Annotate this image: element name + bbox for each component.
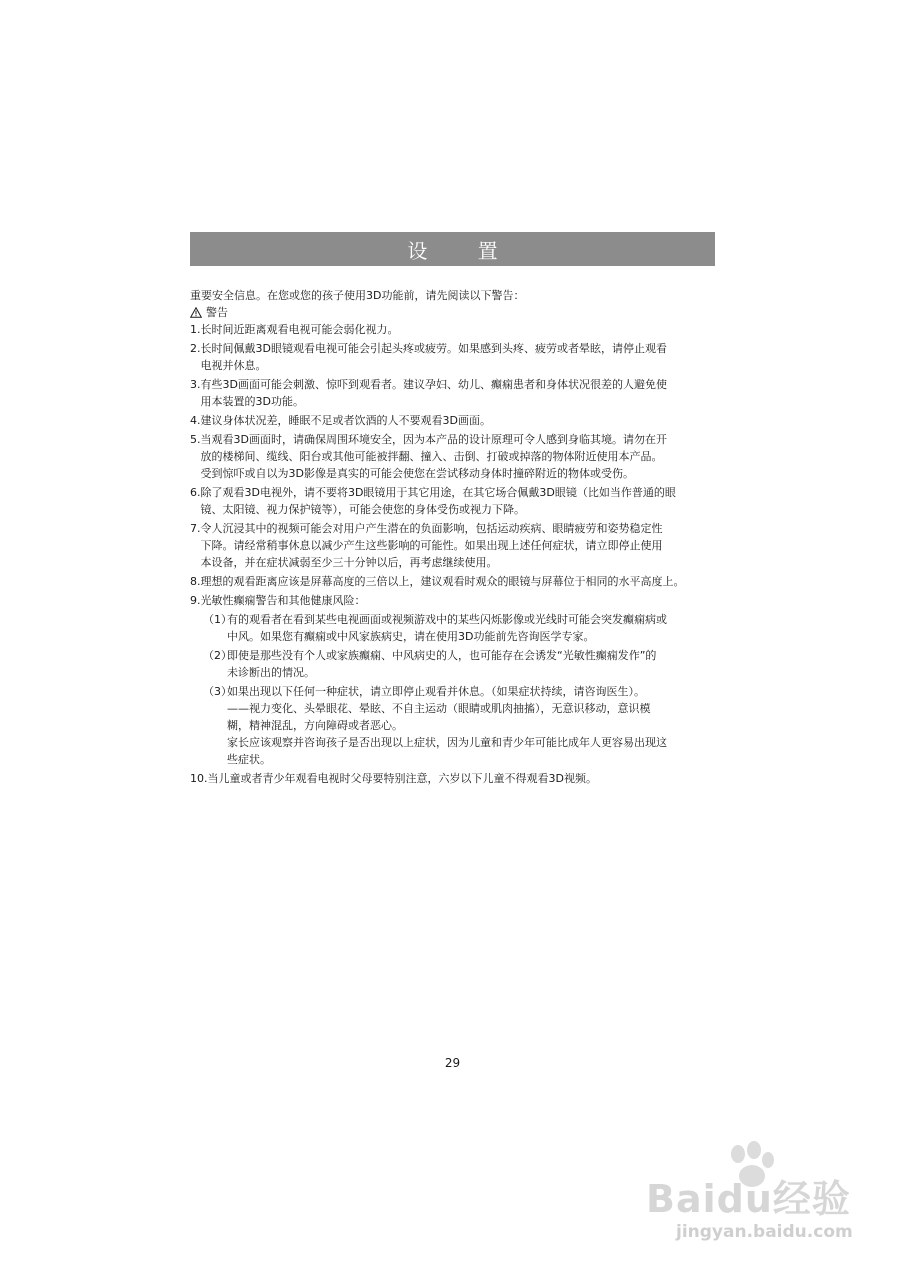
list-item [190, 573, 720, 590]
item-text [201, 484, 721, 518]
list-item [190, 592, 720, 609]
item-line: ——视力变化、头晕眼花、晕眩、不自主运动（眼睛或肌肉抽搐），无意识移动，意识模 [227, 702, 651, 715]
item-line: 受到惊吓或自以为3D影像是真实的可能会使您在尝试移动身体时撞碎附近的物体或受伤。 [200, 467, 634, 480]
watermark-url: jingyan.baidu.com [676, 1222, 853, 1242]
item-line: 下降。请经常稍事休息以减少产生这些影响的可能性。如果出现上述任何症状，请立即停止使用 [200, 539, 663, 552]
item-line: 长时间佩戴3D眼镜观看电视可能会引起头疼或疲劳。如果感到头疼、疲劳或者晕眩，请停止观看 [200, 342, 667, 355]
warning-list-item-10 [190, 770, 720, 787]
sub-list-item [203, 611, 720, 645]
item-number: 6. [190, 486, 201, 499]
list-item [190, 770, 720, 787]
item-text [227, 647, 720, 681]
item-text [201, 412, 721, 429]
item-line: 当观看3D画面时，请确保周围环境安全，因为本产品的设计原理可令人感到身临其境。请勿在开 [200, 433, 667, 446]
sub-list-item [203, 647, 720, 681]
item-line: 有些3D画面可能会刺激、惊吓到观看者。建议孕妇、幼儿、癫痫患者和身体状况很差的人避免使 [200, 378, 667, 391]
item-line: 家长应该观察并咨询孩子是否出现以上症状，因为儿童和青少年可能比成年人更容易出现这 [227, 736, 667, 749]
item-line: 即使是那些没有个人或家族癫痫、中风病史的人，也可能存在会诱发“光敏性癫痫发作”的 [227, 649, 657, 662]
item-number: 1. [190, 323, 201, 336]
item-line: 长时间近距离观看电视可能会弱化视力。 [200, 323, 399, 336]
item-line: 未诊断出的情况。 [227, 666, 315, 679]
list-item [190, 340, 720, 374]
list-item [190, 520, 720, 571]
item-line: 些症状。 [227, 753, 271, 766]
item-line: 中风。如果您有癫痫或中风家族病史，请在使用3D功能前先咨询医学专家。 [227, 630, 595, 643]
section-header-bar [190, 232, 715, 266]
item-number: 5. [190, 433, 201, 446]
list-item [190, 376, 720, 410]
item-line: 镜、太阳镜、视力保护镜等），可能会使您的身体受伤或视力下降。 [200, 503, 525, 516]
item-line: 理想的观看距离应该是屏幕高度的三倍以上，建议观看时观众的眼镜与屏幕位于相同的水平高度上。 [200, 575, 685, 588]
item-number: 3. [190, 378, 201, 391]
item-number: （1） [203, 613, 232, 626]
intro-text: 重要安全信息。在您或您的孩子使用3D功能前，请先阅读以下警告： [190, 289, 525, 302]
item-line: 如果出现以下任何一种症状，请立即停止观看并休息。（如果症状持续，请咨询医生）。 [227, 685, 645, 698]
item-line: 光敏性癫痫警告和其他健康风险： [200, 594, 366, 607]
list-item [190, 431, 720, 482]
item-number: 4. [190, 414, 201, 427]
item-line: 当儿童或者青少年观看电视时父母要特别注意，六岁以下儿童不得观看3D视频。 [207, 772, 597, 785]
section-title: 设 置 [407, 238, 520, 263]
item-text [201, 520, 721, 571]
warning-triangle-icon [190, 307, 202, 318]
item-text [227, 683, 720, 768]
item-line: 建议身体状况差，睡眠不足或者饮酒的人不要观看3D画面。 [200, 414, 491, 427]
warning-label: 警告 [206, 306, 228, 319]
item-number: 2. [190, 342, 201, 355]
item-text [201, 592, 721, 609]
item-line: 本设备，并在症状减弱至少三十分钟以后，再考虑继续使用。 [200, 556, 498, 569]
item-line: 令人沉浸其中的视频可能会对用户产生潜在的负面影响，包括运动疾病、眼睛疲劳和姿势稳定性 [200, 522, 663, 535]
sub-list-item [203, 683, 720, 768]
item-line: 糊，精神混乱，方向障碍或者恶心。 [227, 719, 403, 732]
item-number: 7. [190, 522, 201, 535]
item-line: 用本装置的3D功能。 [200, 395, 304, 408]
item-line: 电视并休息。 [200, 359, 267, 372]
item-number: （2） [203, 649, 232, 662]
item-line: 除了观看3D电视外，请不要将3D眼镜用于其它用途，在其它场合佩戴3D眼镜（比如当作普通的眼 [200, 486, 676, 499]
item-text [201, 340, 721, 374]
list-item [190, 484, 720, 518]
page-number: 29 [444, 1056, 461, 1070]
item-number: 9. [190, 594, 201, 607]
watermark-brand: Baidu经验 [646, 1177, 851, 1221]
item-text [227, 611, 720, 645]
item-text [201, 321, 721, 338]
item-line: 有的观看者在看到某些电视画面或视频游戏中的某些闪烁影像或光线时可能会突发癫痫病或 [227, 613, 667, 626]
photosensitive-sublist [190, 611, 720, 768]
list-item [190, 321, 720, 338]
item-text [201, 431, 721, 482]
item-number: 8. [190, 575, 201, 588]
warning-list [190, 321, 720, 609]
item-text [201, 376, 721, 410]
baidu-watermark [640, 1140, 870, 1250]
safety-content [190, 287, 720, 789]
item-number: （3） [203, 685, 232, 698]
warning-heading [190, 304, 720, 321]
item-line: 放的楼梯间、缆线、阳台或其他可能被拌翻、撞入、击倒、打破或掉落的物体附近使用本产品。 [200, 450, 663, 463]
list-item [190, 412, 720, 429]
item-text [208, 770, 721, 787]
item-number: 10. [190, 772, 208, 785]
item-text [201, 573, 721, 590]
